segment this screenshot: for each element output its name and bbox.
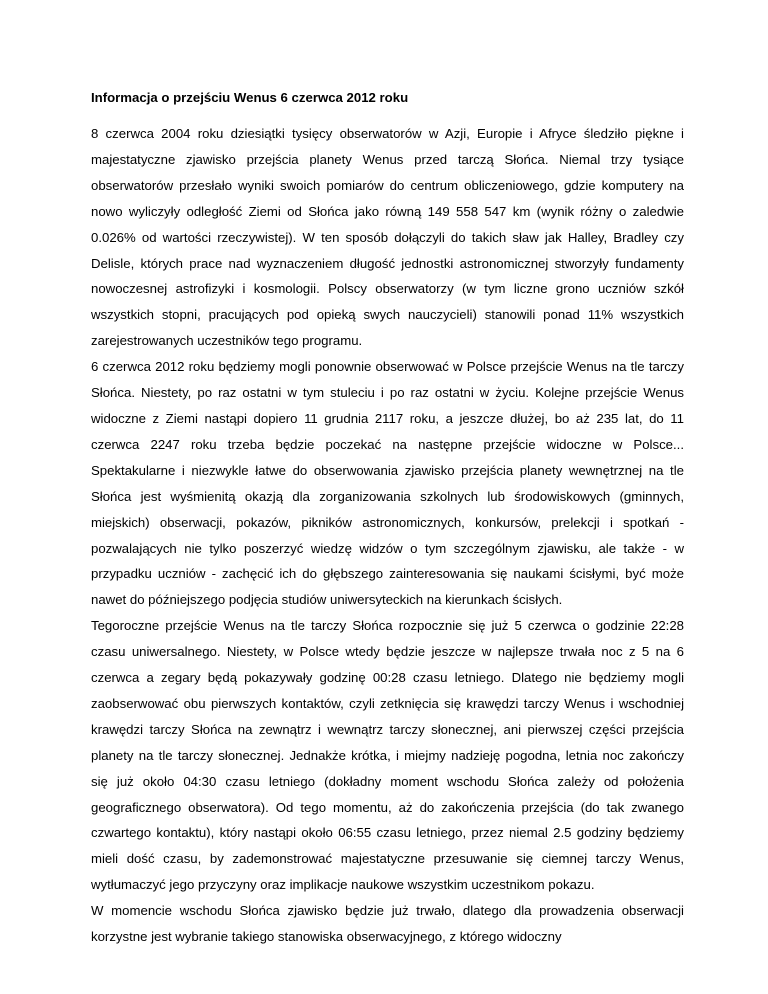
paragraph-2012-transit: 6 czerwca 2012 roku będziemy mogli ponownie obserwować w Polsce przejście Wenus na tle tarczy Słońca. Niestety, po raz ostatni w tym stuleciu i po raz ostatni w życiu. Kolejne przejście Wenus widoczne z Ziemi nastąpi dopiero 11 grudnia 2117 roku, a jeszcze dłużej, bo aż 235 lat, do 11 czerwca 2247 roku trzeba będzie poczekać na następne przejście widoczne w Polsce... Spektakularne i niezwykle łatwe do obserwowania zjawisko przejścia planety wewnętrznej na tle Słońca jest wyśmienitą okazją dla zorganizowania szkolnych lub środowiskowych (gminnych, miejskich) obserwacji, pokazów, pikników astronomicznych, konkursów, prelekcji i spotkań - pozwalających nie tylko poszerzyć wiedzę widzów o tym szczególnym zjawisku, ale także - w przypadku uczniów - zachęcić ich do głębszego zainteresowania się naukami ścisłymi, być może nawet do późniejszego podjęcia studiów uniwersyteckich na kierunkach ścisłych. (91, 359, 684, 608)
paragraph-observation-site: W momencie wschodu Słońca zjawisko będzie już trwało, dlatego dla prowadzenia obserwacji korzystne jest wybranie takiego stanowiska obserwacyjnego, z którego widoczny (91, 903, 684, 945)
document-body (91, 121, 684, 950)
paragraph-transit-timing: Tegoroczne przejście Wenus na tle tarczy Słońca rozpocznie się już 5 czerwca o godzinie 22:28 czasu uniwersalnego. Niestety, w Polsce wtedy będzie jeszcze w najlepsze trwała noc z 5 na 6 czerwca a zegary będą pokazywały godzinę 00:28 czasu letniego. Dlatego nie będziemy mogli zaobserwować obu pierwszych kontaktów, czyli zetknięcia się krawędzi tarczy Wenus i wschodniej krawędzi tarczy Słońca na zewnątrz i wewnątrz tarczy słonecznej, ani pierwszej części przejścia planety na tle tarczy słonecznej. Jednakże krótka, i miejmy nadzieję pogodna, letnia noc zakończy się już około 04:30 czasu letniego (dokładny moment wschodu Słońca zależy od położenia geograficznego obserwatora). Od tego momentu, aż do zakończenia przejścia (do tak zwanego czwartego kontaktu), który nastąpi około 06:55 czasu letniego, przez niemal 2.5 godziny będziemy mieli dość czasu, by zademonstrować majestatyczne przesuwanie się ciemnej tarczy Wenus, wytłumaczyć jego przyczyny oraz implikacje naukowe wszystkim uczestnikom pokazu. (91, 618, 684, 893)
paragraph-2004-transit: 8 czerwca 2004 roku dziesiątki tysięcy obserwatorów w Azji, Europie i Afryce śledziło piękne i majestatyczne zjawisko przejścia planety Wenus przed tarczą Słońca. Niemal trzy tysiące obserwatorów przesłało wyniki swoich pomiarów do centrum obliczeniowego, gdzie komputery na nowo wyliczyły odległość Ziemi od Słońca jako równą 149 558 547 km (wynik różny o zaledwie 0.026% od wartości rzeczywistej). W ten sposób dołączyli do takich sław jak Halley, Bradley czy Delisle, których prace nad wyznaczeniem długość jednostki astronomicznej stworzyły fundamenty nowoczesnej astrofizyki i kosmologii. Polscy obserwatorzy (w tym liczne grono uczniów szkół wszystkich stopni, pracujących pod opieką swych nauczycieli) stanowili ponad 11% wszystkich zarejestrowanych uczestników tego programu. (91, 126, 684, 349)
document-title: Informacja o przejściu Wenus 6 czerwca 2012 roku (91, 90, 409, 105)
